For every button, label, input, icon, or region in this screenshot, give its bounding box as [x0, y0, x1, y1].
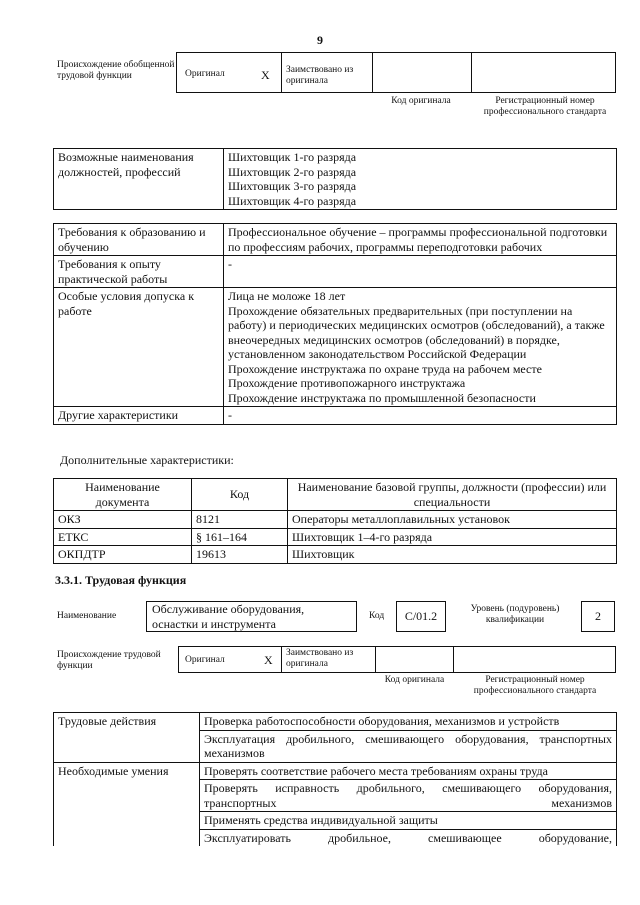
origin-label: Происхождение трудовой функции [57, 650, 161, 671]
condition-item: Лица не моложе 18 лет [228, 289, 346, 303]
divider [375, 647, 376, 672]
list-item: Шихтовщик 3-го разряда [228, 179, 357, 193]
borrowed-label: Заимствовано из оригинала [286, 65, 354, 86]
other-value: - [224, 407, 617, 425]
special-conditions-value [224, 288, 617, 407]
positions-label: Возможные наименования должностей, профессий [54, 149, 224, 210]
divider [453, 647, 454, 672]
experience-label: Требования к опыту практической работы [54, 256, 224, 288]
code-original-caption: Код оригинала [391, 96, 451, 106]
original-label: Оригинал [185, 655, 225, 665]
column-header: Наименование документа [54, 479, 192, 511]
divider [372, 53, 373, 92]
labor-action-item: Проверка работоспособности оборудования, механизмов и устройств [200, 713, 617, 731]
reg-number-caption: Регистрационный номер профессионального стандарта [483, 96, 607, 117]
section-heading: 3.3.1. Трудовая функция [55, 573, 187, 587]
function-name: Обслуживание оборудования, оснастки и инструмента [146, 601, 357, 632]
special-conditions-label: Особые условия допуска к работе [54, 288, 224, 407]
condition-item: Прохождение обязательных предварительных (при поступлении на работу) и периодических медицинских осмотров (обследований), а также внеочередных медицинских осмотров (обследований) в порядке, установленном законодательством Российской Федерации [228, 303, 605, 361]
requirements-table [53, 223, 617, 425]
labor-actions-label: Трудовые действия [54, 713, 200, 763]
table-cell: Шихтовщик [288, 546, 617, 564]
additional-table [53, 478, 617, 564]
level-value: 2 [581, 601, 615, 632]
borrowed-label: Заимствовано из оригинала [286, 648, 354, 669]
function-details-table [53, 712, 617, 846]
table-row [54, 528, 617, 546]
condition-item: Прохождение инструктажа по промышленной безопасности [228, 390, 536, 405]
table-cell: § 161–164 [192, 528, 288, 546]
experience-value: - [224, 256, 617, 288]
origin-label: Происхождение обобщенной трудовой функции [57, 60, 175, 81]
skill-item: Проверять исправность дробильного, смешивающего оборудования, транспортных механизмов [200, 780, 617, 812]
column-header: Наименование базовой группы, должности (профессии) или специальности [288, 479, 617, 511]
skill-item: Эксплуатировать дробильное, смешивающее оборудование, [200, 829, 617, 846]
divider [471, 53, 472, 92]
column-header: Код [192, 479, 288, 511]
positions-list [224, 149, 617, 210]
table-cell: ОКПДТР [54, 546, 192, 564]
original-label: Оригинал [185, 69, 225, 79]
code-label: Код [369, 611, 385, 621]
name-label: Наименование [57, 611, 117, 621]
divider [281, 647, 282, 672]
table-cell: 19613 [192, 546, 288, 564]
table-cell: ЕТКС [54, 528, 192, 546]
condition-item: Прохождение инструктажа по охране труда на рабочем месте [228, 361, 542, 376]
list-item: Шихтовщик 1-го разряда [228, 150, 357, 164]
list-item: Шихтовщик 4-го разряда [228, 193, 357, 208]
divider [281, 53, 282, 92]
labor-action-item: Эксплуатация дробильного, смешивающего оборудования, транспортных механизмов [200, 730, 617, 762]
code-original-caption: Код оригинала [384, 675, 445, 685]
table-row [54, 546, 617, 564]
skill-item: Применять средства индивидуальной защиты [200, 812, 617, 830]
table-row [54, 511, 617, 529]
other-label: Другие характеристики [54, 407, 224, 425]
level-label: Уровень (подуровень) квалификации [470, 604, 560, 625]
origin-box [176, 52, 616, 93]
table-cell: Шихтовщик 1–4-го разряда [288, 528, 617, 546]
original-mark: X [264, 653, 273, 667]
condition-item: Прохождение противопожарного инструктажа [228, 376, 466, 390]
skill-item: Проверять соответствие рабочего места требованиям охраны труда [200, 762, 617, 780]
table-cell: 8121 [192, 511, 288, 529]
table-cell: ОКЗ [54, 511, 192, 529]
page-number: 9 [317, 33, 323, 47]
additional-title: Дополнительные характеристики: [60, 453, 234, 467]
reg-number-caption: Регистрационный номер профессионального стандарта [473, 675, 597, 696]
education-value: Профессиональное обучение – программы профессиональной подготовки по профессиям рабочих, программы переподготовки рабочих [224, 224, 617, 256]
function-code: C/01.2 [396, 601, 446, 632]
original-mark: X [261, 68, 270, 82]
list-item: Шихтовщик 2-го разряда [228, 164, 357, 179]
skills-label: Необходимые умения [54, 762, 200, 846]
origin-box [178, 646, 616, 673]
positions-table [53, 148, 617, 210]
education-label: Требования к образованию и обучению [54, 224, 224, 256]
table-cell: Операторы металлоплавильных установок [288, 511, 617, 529]
